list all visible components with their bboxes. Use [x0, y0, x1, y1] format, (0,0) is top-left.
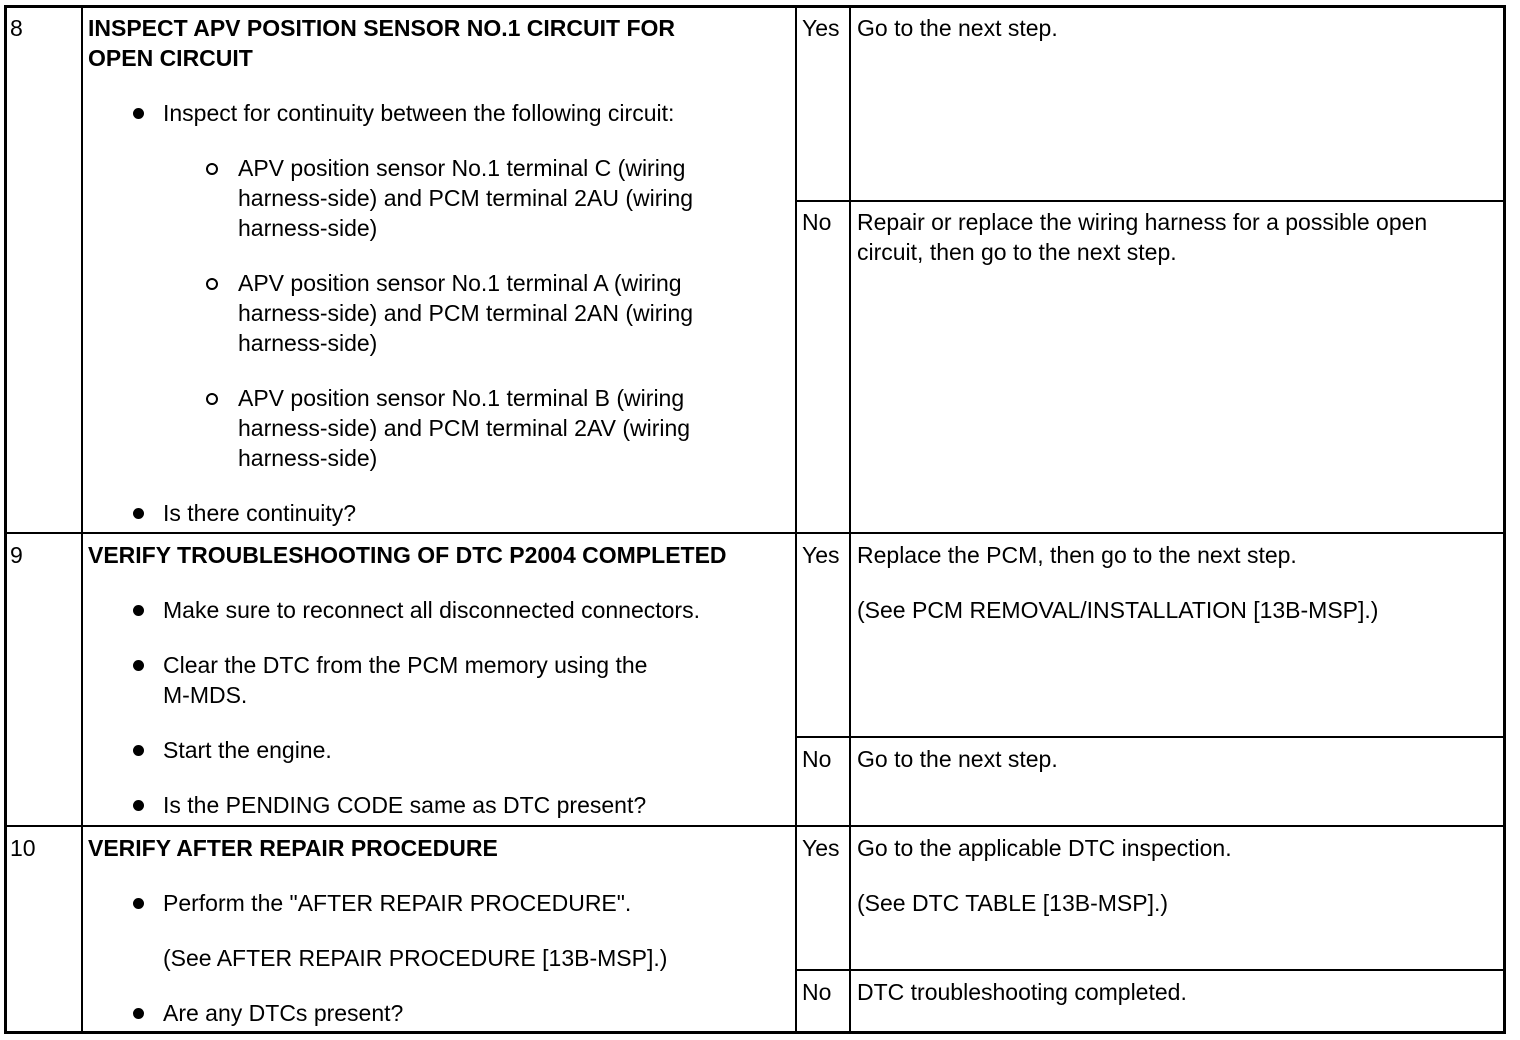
- instruction-text: Perform the "AFTER REPAIR PROCEDURE".: [163, 890, 632, 916]
- yes-label: Yes: [802, 15, 840, 41]
- sub-item-text: APV position sensor No.1 terminal C (wiring: [238, 155, 686, 181]
- bullet-icon: [133, 508, 144, 519]
- bullet-icon: [133, 745, 144, 756]
- no-label: No: [802, 746, 832, 772]
- step-number: 10: [10, 835, 36, 861]
- instruction-text: Make sure to reconnect all disconnected connectors.: [163, 597, 700, 623]
- bullet-icon: [133, 800, 144, 811]
- step-title: VERIFY AFTER REPAIR PROCEDURE: [88, 835, 498, 861]
- no-label: No: [802, 979, 832, 1005]
- row-divider-step8: [5, 532, 1505, 534]
- question-text: Is there continuity?: [163, 500, 357, 526]
- bullet-icon: [133, 605, 144, 616]
- sub-bullet-icon: [206, 278, 218, 290]
- sub-bullet-icon: [206, 393, 218, 405]
- bullet-icon: [133, 898, 144, 909]
- row-divider-step9: [5, 825, 1505, 827]
- yes-action: Go to the applicable DTC inspection.: [857, 835, 1232, 861]
- yes-action: Go to the next step.: [857, 15, 1058, 41]
- instruction-text: Inspect for continuity between the following circuit:: [163, 100, 675, 126]
- question-text: Is the PENDING CODE same as DTC present?: [163, 792, 647, 818]
- step-title: VERIFY TROUBLESHOOTING OF DTC P2004 COMPLETED: [88, 542, 727, 568]
- instruction-text: Clear the DTC from the PCM memory using the: [163, 652, 648, 678]
- no-action: DTC troubleshooting completed.: [857, 979, 1187, 1005]
- step-title: INSPECT APV POSITION SENSOR NO.1 CIRCUIT FOR: [88, 15, 675, 41]
- sub-item-text: harness-side) and PCM terminal 2AN (wiring: [238, 300, 694, 326]
- question-text: Are any DTCs present?: [163, 1000, 404, 1026]
- yes-reference[interactable]: (See PCM REMOVAL/INSTALLATION [13B-MSP].): [857, 597, 1379, 623]
- instruction-reference[interactable]: (See AFTER REPAIR PROCEDURE [13B-MSP].): [163, 945, 668, 971]
- sub-item-text: APV position sensor No.1 terminal A (wiring: [238, 270, 682, 296]
- yes-reference[interactable]: (See DTC TABLE [13B-MSP].): [857, 890, 1169, 916]
- sub-item-text: harness-side): [238, 215, 378, 241]
- no-action: Repair or replace the wiring harness for a possible open: [857, 209, 1428, 235]
- yes-no-divider-step8: [796, 200, 1505, 202]
- step-title: OPEN CIRCUIT: [88, 45, 253, 71]
- sub-item-text: harness-side) and PCM terminal 2AV (wiring: [238, 415, 691, 441]
- bullet-icon: [133, 1008, 144, 1019]
- sub-item-text: APV position sensor No.1 terminal B (wiring: [238, 385, 685, 411]
- bullet-icon: [133, 108, 144, 119]
- sub-item-text: harness-side): [238, 330, 378, 356]
- column-divider-action: [795, 6, 797, 1033]
- sub-item-text: harness-side) and PCM terminal 2AU (wiring: [238, 185, 694, 211]
- yes-no-divider-step10: [796, 969, 1505, 971]
- yes-label: Yes: [802, 542, 840, 568]
- bullet-icon: [133, 660, 144, 671]
- no-action: circuit, then go to the next step.: [857, 239, 1177, 265]
- sub-bullet-icon: [206, 163, 218, 175]
- step-number: 9: [10, 542, 23, 568]
- instruction-text: M-MDS.: [163, 682, 248, 708]
- sub-item-text: harness-side): [238, 445, 378, 471]
- yes-no-divider-step9: [796, 736, 1505, 738]
- instruction-text: Start the engine.: [163, 737, 332, 763]
- step-number: 8: [10, 15, 23, 41]
- yes-label: Yes: [802, 835, 840, 861]
- column-divider-step: [81, 6, 83, 1033]
- yes-action: Replace the PCM, then go to the next step.: [857, 542, 1297, 568]
- no-action: Go to the next step.: [857, 746, 1058, 772]
- no-label: No: [802, 209, 832, 235]
- column-divider-result: [849, 6, 851, 1033]
